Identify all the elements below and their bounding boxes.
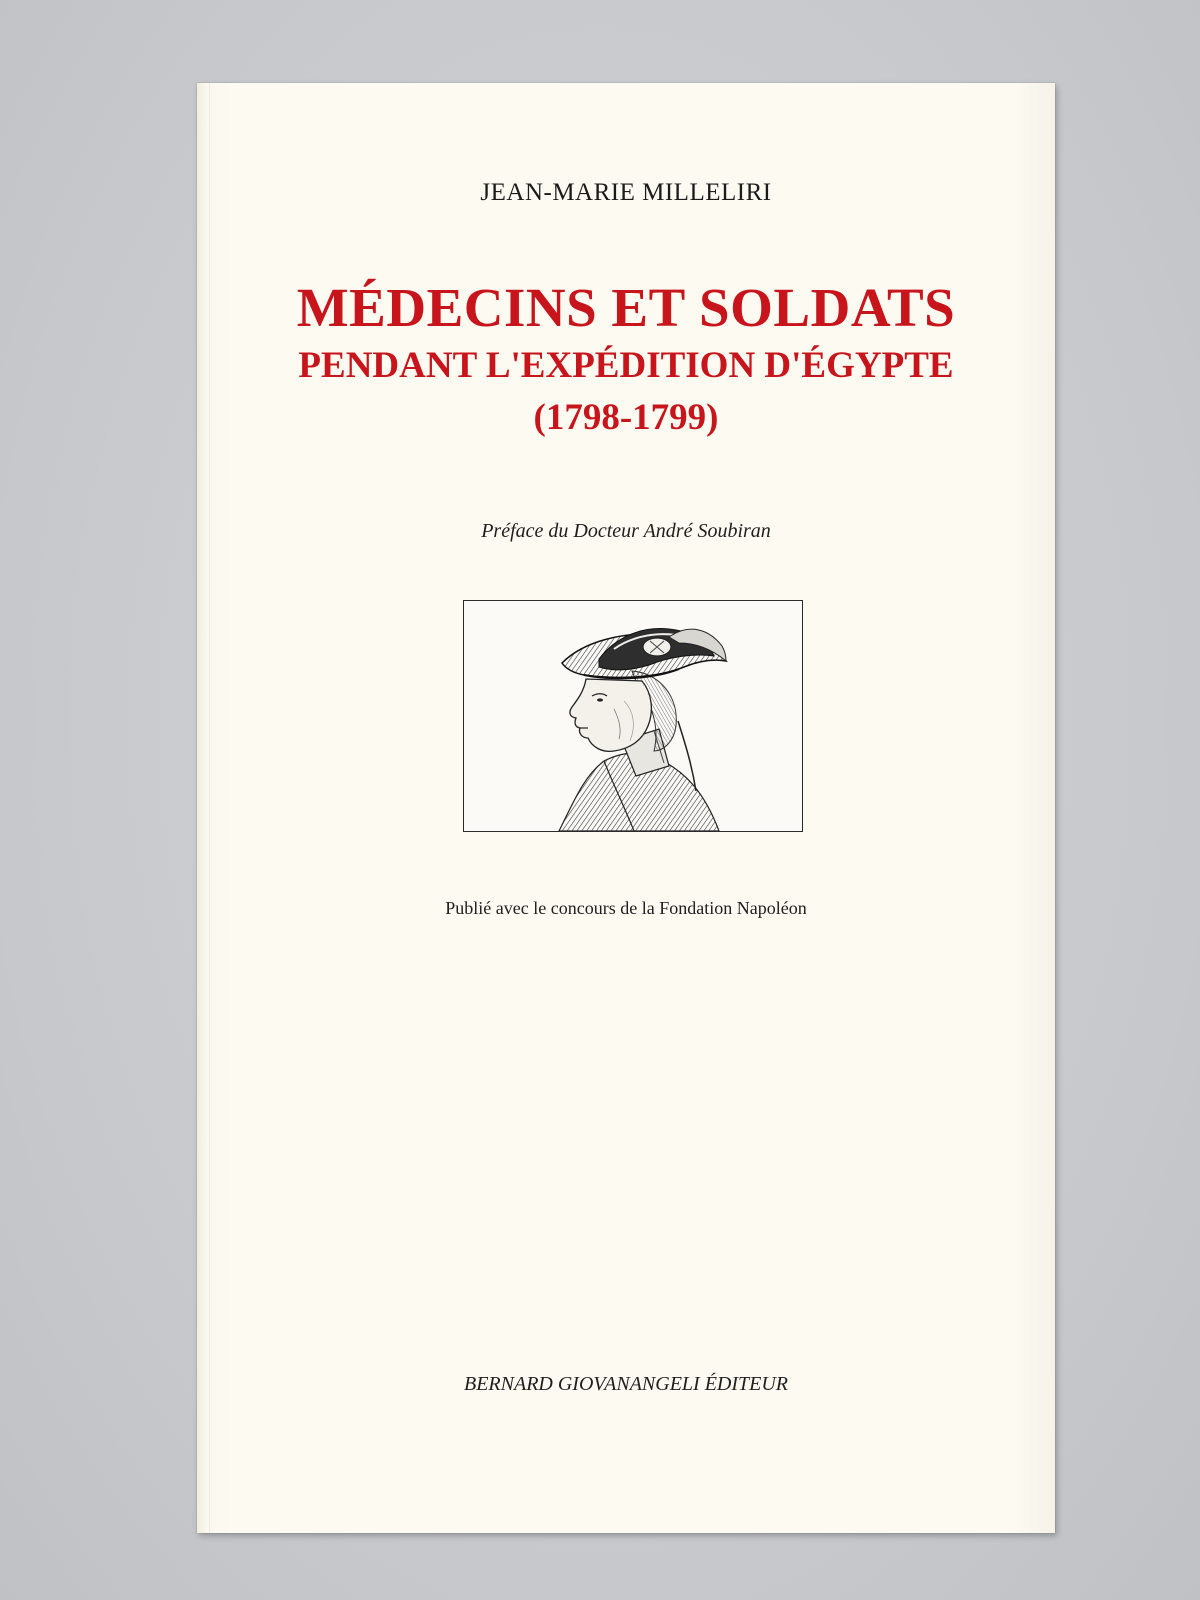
portrait-illustration <box>463 600 803 832</box>
title-subtitle: PENDANT L'EXPÉDITION D'ÉGYPTE <box>298 345 954 386</box>
title-dates: (1798-1799) <box>533 397 719 438</box>
title-main: MÉDECINS ET SOLDATS <box>296 277 956 338</box>
publisher-name: BERNARD GIOVANANGELI ÉDITEUR <box>463 1373 789 1395</box>
book-cover <box>197 83 1055 1533</box>
officer-portrait-engraving <box>464 601 802 831</box>
publication-note: Publié avec le concours de la Fondation Napoléon <box>445 898 807 918</box>
preface-credit: Préface du Docteur André Soubiran <box>481 520 771 542</box>
author-name: JEAN-MARIE MILLELIRI <box>480 179 772 206</box>
